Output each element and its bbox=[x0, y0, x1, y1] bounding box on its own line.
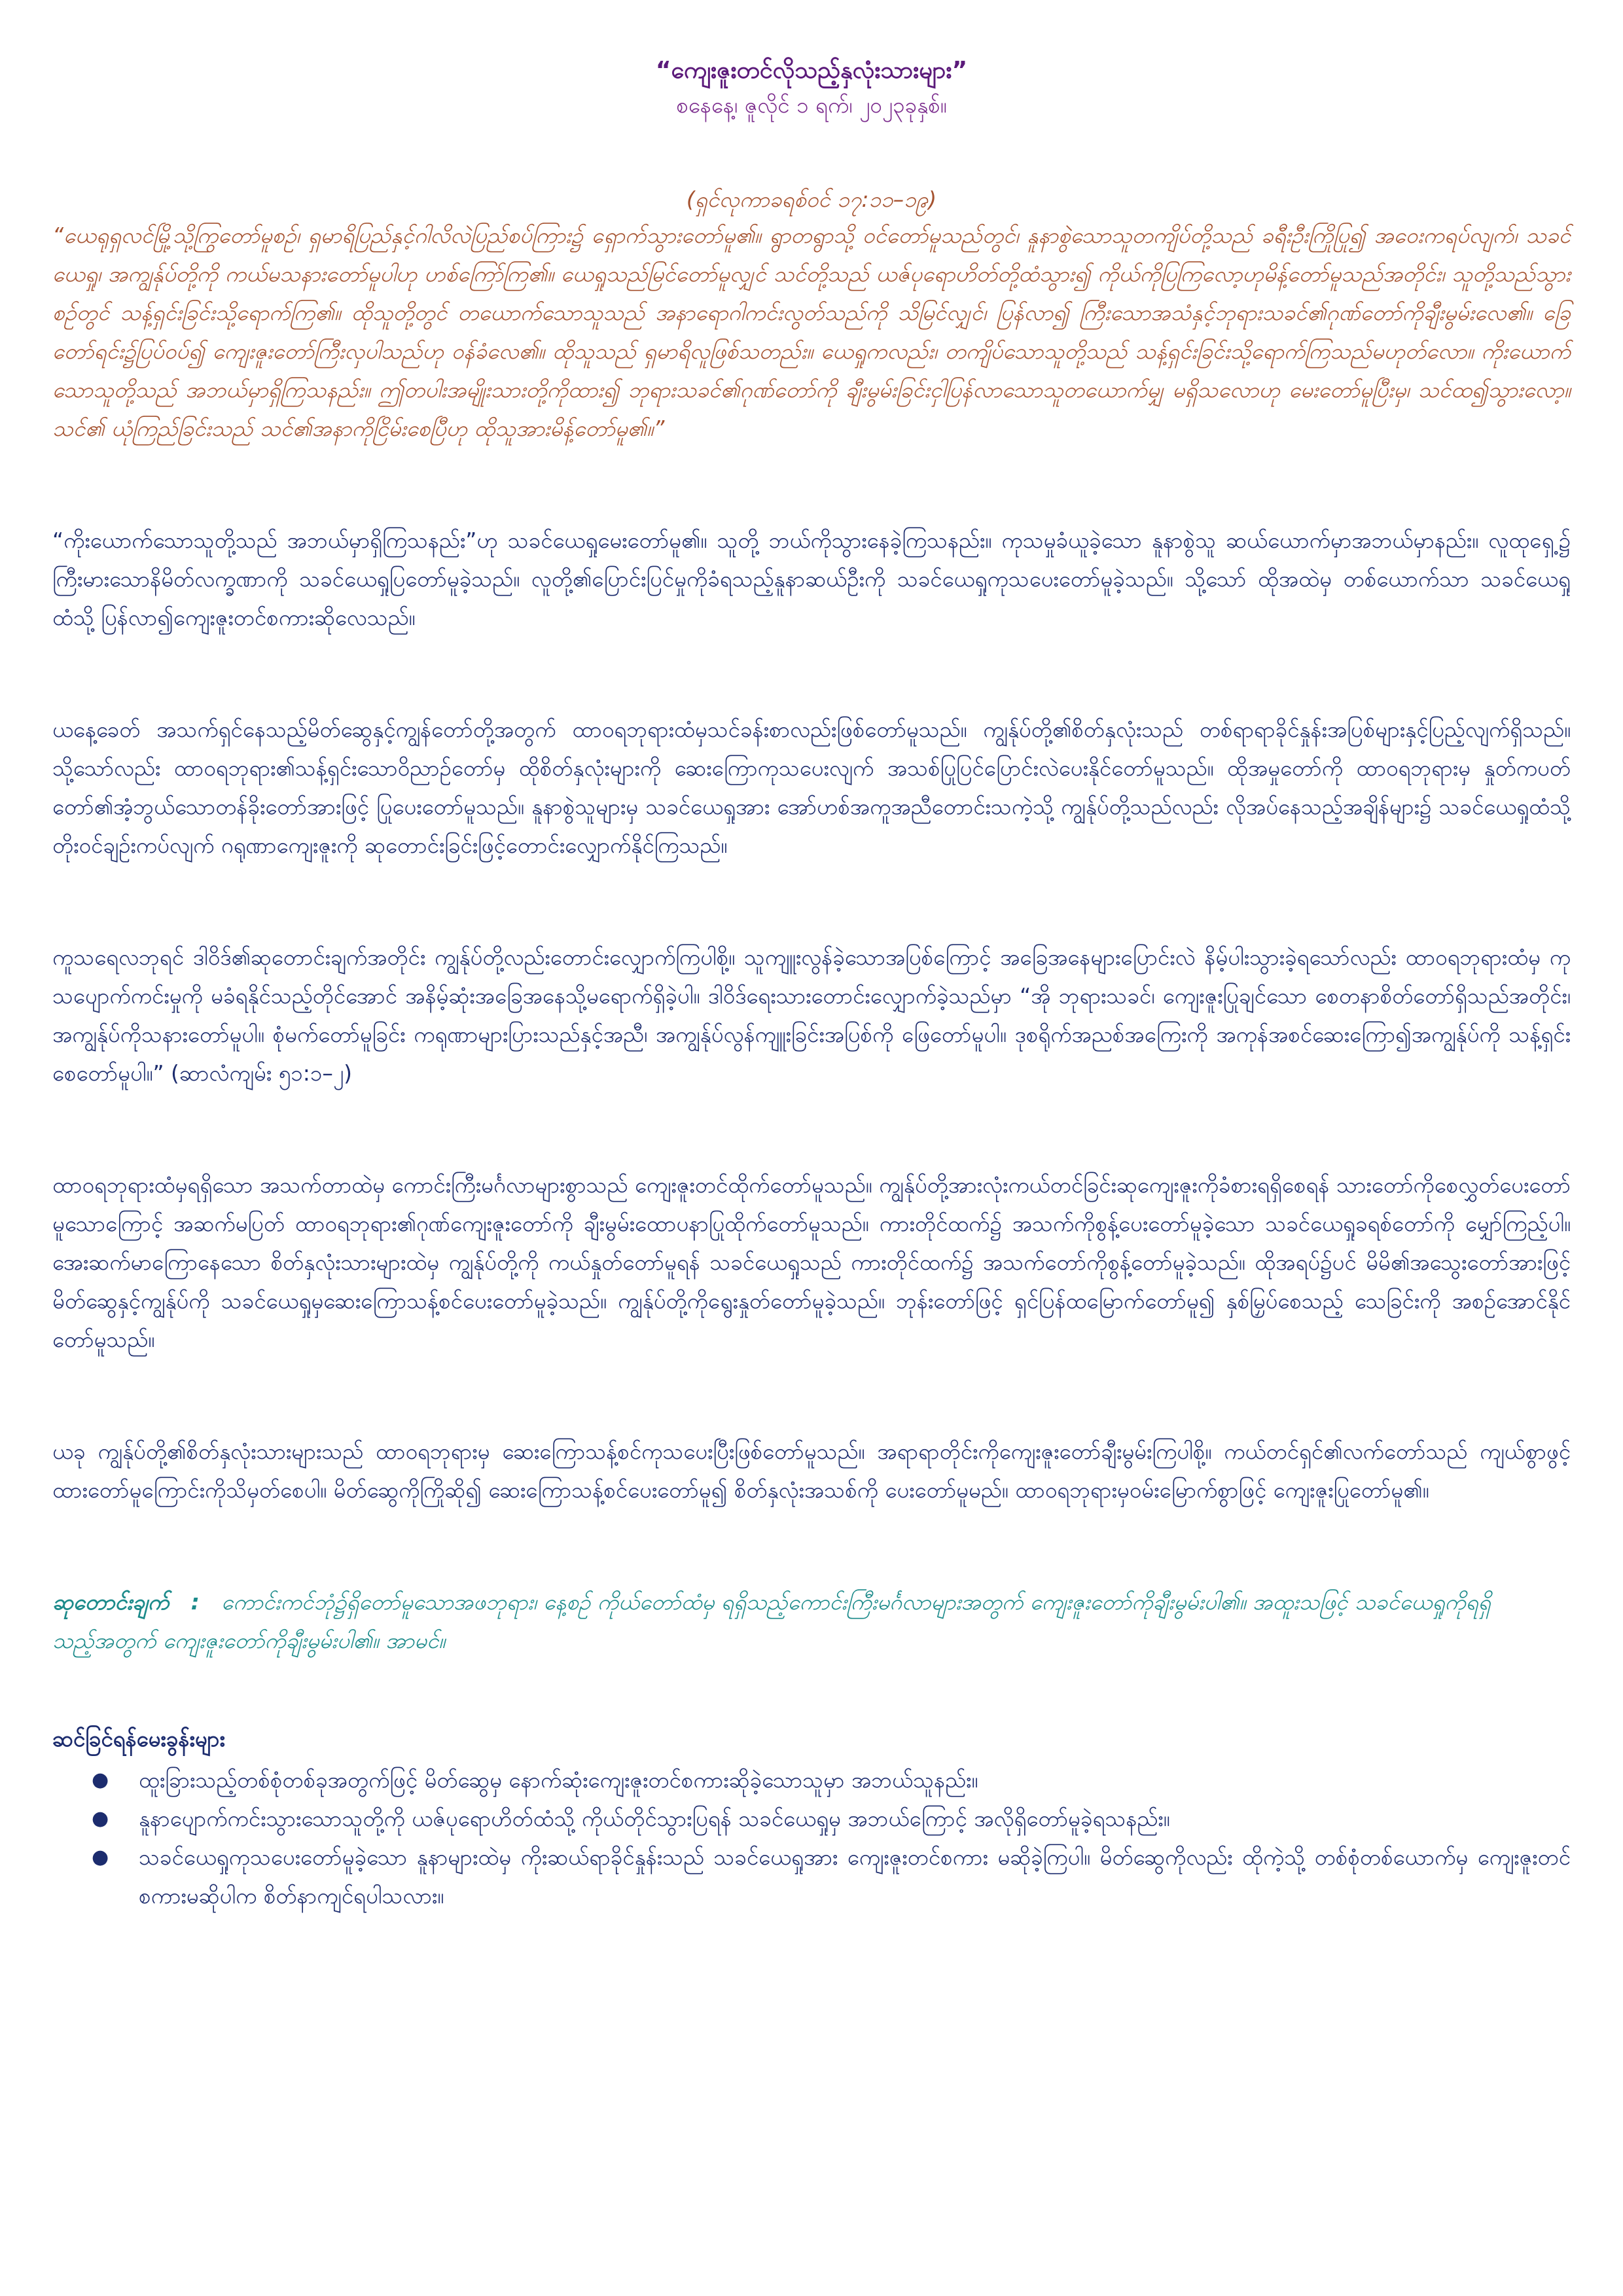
scripture-reference: (ရှင်လုကာခရစ်ဝင် ၁၇:၁၁–၁၉) bbox=[686, 187, 937, 212]
body-paragraph-3: ကူသရေလဘုရင် ဒါဝိဒ်၏ဆုတောင်းချက်အတိုင်း ကျွန်ုပ်တို့လည်းတောင်းလျှောက်ကြပါစို့။ သူကျူးလွန်ခဲ့သောအပြစ်ကြောင့် အခြေအနေများပြောင်းလဲ နိမ့်ပါးသွားခဲ့ရသော်လည်း ထာဝရဘုရားထံမှ ကုသပျောက်ကင်းမှုကို မခံရနိုင်သည့်တိုင်အောင် အနိမ့်ဆုံးအခြေအနေသို့မရောက်ရှိခဲ့ပါ။ ဒါဝိဒ်ရေးသားတောင်းလျှောက်ခဲ့သည်မှာ “အို ဘုရားသခင်၊ ကျေးဇူးပြုချင်သော စေတနာစိတ်တော်ရှိသည်အတိုင်း၊ အကျွန်ုပ်ကိုသနားတော်မူပါ။ စုံမက်တော်မူခြင်း ကရုဏာများပြားသည်နှင့်အညီ၊ အကျွန်ုပ်လွန်ကျူးခြင်းအပြစ်ကို ဖြေတော်မူပါ။ ဒုစရိုက်အညစ်အကြေးကို အကုန်အစင်ဆေးကြော၍အကျွန်ုပ်ကို သန့်ရှင်းစေတော်မူပါ။” (ဆာလံကျမ်း ၅၁:၁–၂) bbox=[52, 944, 1571, 1086]
prayer-block bbox=[52, 1583, 1571, 1660]
prayer-text: ကောင်းကင်ဘုံ၌ရှိတော်မူသောအဖဘုရား၊ နေ့စဉ် ကိုယ်တော်ထံမှ ရရှိသည့်ကောင်းကြီးမင်္ဂလာများအတွက် ကျေးဇူးတော်ကိုချီးမွမ်းပါ၏။ အထူးသဖြင့် သခင်ယေရှုကိုရရှိသည့်အတွက် ကျေးဇူးတော်ကိုချီးမွမ်းပါ၏။ အာမင်။ bbox=[52, 1589, 1491, 1653]
bullet-icon: ● bbox=[92, 1768, 109, 1791]
devotional-page bbox=[52, 52, 1571, 1915]
question-text: နူနာပျောက်ကင်းသွားသောသူတို့ကို ယဇ်ပုရောဟိတ်ထံသို့ ကိုယ်တိုင်သွားပြရန် သခင်ယေရှုမှ အဘယ်ကြောင့် အလိုရှိတော်မူခဲ့ရသနည်း။ bbox=[139, 1806, 1170, 1831]
question-item bbox=[85, 1799, 1571, 1838]
question-text: ထူးခြားသည့်တစ်စုံတစ်ခုအတွက်ဖြင့် မိတ်ဆွေမှ နောက်ဆုံးကျေးဇူးတင်စကားဆိုခဲ့သောသူမှာ အဘယ်သူနည်း။ bbox=[139, 1767, 978, 1793]
questions-list bbox=[52, 1761, 1571, 1915]
question-text: သခင်ယေရှုကုသပေးတော်မူခဲ့သော နူနာများထဲမှ ကိုးဆယ်ရာခိုင်နှုန်းသည် သခင်ယေရှုအား ကျေးဇူးတင်စကား မဆိုခဲ့ကြပါ။ မိတ်ဆွေကိုလည်း ထိုကဲ့သို့ တစ်စုံတစ်ယောက်မှ ကျေးဇူးတင်စကားမဆိုပါက စိတ်နာကျင်ရပါသလား။ bbox=[139, 1844, 1571, 1909]
body-paragraph-1: “ကိုးယောက်သောသူတို့သည် အဘယ်မှာရှိကြသနည်း”ဟု သခင်ယေရှုမေးတော်မူ၏။ သူတို့ ဘယ်ကိုသွားနေခဲ့ကြသနည်း။ ကုသမှုခံယူခဲ့သော နူနာစွဲသူ ဆယ်ယောက်မှာအဘယ်မှာနည်း။ လူထုရှေ့၌ ကြီးမားသောနိမိတ်လက္ခဏာကို သခင်ယေရှုပြတော်မူခဲ့သည်။ လူတို့၏ပြောင်းပြင်မှုကိုခံရသည့်နူနာဆယ်ဦးကို သခင်ယေရှုကုသပေးတော်မူခဲ့သည်။ သို့သော် ထိုအထဲမှ တစ်ယောက်သာ သခင်ယေရှုထံသို့ ပြန်လာ၍ကျေးဇူးတင်စကားဆိုလေသည်။ bbox=[52, 528, 1571, 630]
body-paragraph-2: ယနေ့ခေတ် အသက်ရှင်နေသည့်မိတ်ဆွေနှင့်ကျွန်တော်တို့အတွက် ထာဝရဘုရားထံမှသင်ခန်းစာလည်းဖြစ်တော်မူသည်။ ကျွန်ုပ်တို့၏စိတ်နှလုံးသည် တစ်ရာရာခိုင်နှုန်းအပြစ်များနှင့်ပြည့်လျက်ရှိသည်။ သို့သော်လည်း ထာဝရဘုရား၏သန့်ရှင်းသောဝိညာဉ်တော်မှ ထိုစိတ်နှလုံးများကို ဆေးကြောကုသပေးလျက် အသစ်ပြုပြင်ပြောင်းလဲပေးနိုင်တော်မူသည်။ ထိုအမှုတော်ကို ထာဝရဘုရားမှ နှုတ်ကပတ်တော်၏အံ့ဘွယ်သောတန်ခိုးတော်အားဖြင့် ပြုပေးတော်မူသည်။ နူနာစွဲသူများမှ သခင်ယေရှုအား အော်ဟစ်အကူအညီတောင်းသကဲ့သို့ ကျွန်ုပ်တို့သည်လည်း လိုအပ်နေသည့်အချိန်များ၌ သခင်ယေရှုထံသို့ တိုးဝင်ချဉ်းကပ်လျက် ဂရုဏာကျေးဇူးကို ဆုတောင်းခြင်းဖြင့်တောင်းလျှောက်နိုင်ကြသည်။ bbox=[52, 717, 1571, 858]
bullet-icon: ● bbox=[92, 1846, 109, 1869]
bullet-icon: ● bbox=[92, 1807, 109, 1830]
page-date: စနေနေ့၊ ဇူလိုင် ၁ ရက်၊ ၂၀၂၃ခုနှစ်။ bbox=[676, 92, 947, 118]
prayer-label: ဆုတောင်းချက် bbox=[52, 1589, 169, 1615]
body-paragraph-4: ထာဝရဘုရားထံမှရရှိသော အသက်တာထဲမှ ကောင်းကြီးမင်္ဂလာများစွာသည် ကျေးဇူးတင်ထိုက်တော်မူသည်။ ကျွန်ုပ်တို့အားလုံးကယ်တင်ခြင်းဆုကျေးဇူးကိုခံစားရရှိစေရန် သားတော်ကိုစေလွှတ်ပေးတော်မူသောကြောင့် အဆက်မပြတ် ထာဝရဘုရား၏ဂုဏ်ကျေးဇူးတော်ကို ချီးမွမ်းထောပနာပြုထိုက်တော်မူသည်။ ကားတိုင်ထက်၌ အသက်ကိုစွန့်ပေးတော်မူခဲ့သော သခင်ယေရှုခရစ်တော်ကို မျှော်ကြည့်ပါ။ အေးဆက်မာကြောနေသော စိတ်နှလုံးသားများထဲမှ ကျွန်ုပ်တို့ကို ကယ်နှုတ်တော်မူရန် သခင်ယေရှုသည် ကားတိုင်ထက်၌ အသက်တော်ကိုစွန့်တော်မူခဲ့သည်။ ထိုအရပ်၌ပင် မိမိ၏အသွေးတော်အားဖြင့် မိတ်ဆွေနှင့်ကျွန်ုပ်ကို သခင်ယေရှုမှဆေးကြောသန့်စင်ပေးတော်မူခဲ့သည်။ ကျွန်ုပ်တို့ကိုရွေးနှုတ်တော်မူခဲ့သည်။ ဘုန်းတော်ဖြင့် ရှင်ပြန်ထမြောက်တော်မူ၍ နှစ်မြှပ်စေသည့် သေခြင်းကို အစဉ်အောင်နိုင်တော်မူသည်။ bbox=[52, 1172, 1571, 1352]
scripture-text: “ယေရုရှလင်မြို့သို့ကြွတော်မူစဉ်၊ ရှမာရိပြည်နှင့်ဂါလိလဲပြည်စပ်ကြား၌ ရှောက်သွားတော်မူ၏။ ရွာတရွာသို့ ဝင်တော်မူသည်တွင်၊ နူနာစွဲသောသူတကျိပ်တို့သည် ခရီးဦးကြိုပြု၍ အဝေးကရပ်လျက်၊ သခင်ယေရှု၊ အကျွန်ုပ်တို့ကို ကယ်မသနားတော်မူပါဟု ဟစ်ကြော်ကြ၏။ ယေရှုသည်မြင်တော်မူလျှင် သင်တို့သည် ယဇ်ပုရောဟိတ်တို့ထံသွား၍ ကိုယ်ကိုပြကြလော့ဟုမိန့်တော်မူသည်အတိုင်း၊ သူတို့သည်သွားစဉ်တွင် သန့်ရှင်းခြင်းသို့ရောက်ကြ၏။ ထိုသူတို့တွင် တယောက်သောသူသည် အနာရောဂါကင်းလွတ်သည်ကို သိမြင်လျှင်၊ ပြန်လာ၍ ကြီးသောအသံနှင့်ဘုရားသခင်၏ဂုဏ်တော်ကိုချီးမွမ်းလေ၏။ ခြေတော်ရင်း၌ပြပ်ဝပ်၍ ကျေးဇူးတော်ကြီးလှပါသည်ဟု ဝန်ခံလေ၏။ ထိုသူသည် ရှမာရိလူဖြစ်သတည်း။ ယေရှုကလည်း၊ တကျိပ်သောသူတို့သည် သန့်ရှင်းခြင်းသို့ရောက်ကြသည်မဟုတ်လော။ ကိုးယောက်သောသူတို့သည် အဘယ်မှာရှိကြသနည်း။ ဤတပါးအမျိုးသားတို့ကိုထား၍ ဘုရားသခင်၏ဂုဏ်တော်ကို ချီးမွမ်းခြင်းငှါပြန်လာသောသူတယောက်မျှ မရှိသလောဟု မေးတော်မူပြီးမှ၊ သင်ထ၍သွားလော့။ သင်၏ ယုံကြည်ခြင်းသည် သင်၏အနာကိုငြိမ်းစေပြီဟု ထိုသူအားမိန့်တော်မူ၏။” bbox=[52, 223, 1571, 441]
page-title: “ကျေးဇူးတင်လိုသည့်နှလုံးသားများ” bbox=[655, 57, 968, 84]
question-item bbox=[85, 1761, 1571, 1799]
question-item bbox=[85, 1838, 1571, 1915]
questions-heading: ဆင်ခြင်ရန်မေးခွန်းများ bbox=[52, 1726, 225, 1751]
body-paragraph-5: ယခု ကျွန်ုပ်တို့၏စိတ်နှလုံးသားများသည် ထာဝရဘုရားမှ ဆေးကြောသန့်စင်ကုသပေးပြီးဖြစ်တော်မူသည်။ အရာရာတိုင်းကိုကျေးဇူးတော်ချီးမွမ်းကြပါစို့။ ကယ်တင်ရှင်၏လက်တော်သည် ကျယ်စွာဖွင့်ထားတော်မူကြောင်းကိုသိမှတ်စေပါ။ မိတ်ဆွေကိုကြိုဆို၍ ဆေးကြောသန့်စင်ပေးတော်မူ၍ စိတ်နှလုံးအသစ်ကို ပေးတော်မူမည်။ ထာဝရဘုရားမှဝမ်းမြောက်စွာဖြင့် ကျေးဇူးပြုတော်မူ၏။ bbox=[52, 1439, 1571, 1503]
prayer-separator: : bbox=[190, 1589, 200, 1615]
